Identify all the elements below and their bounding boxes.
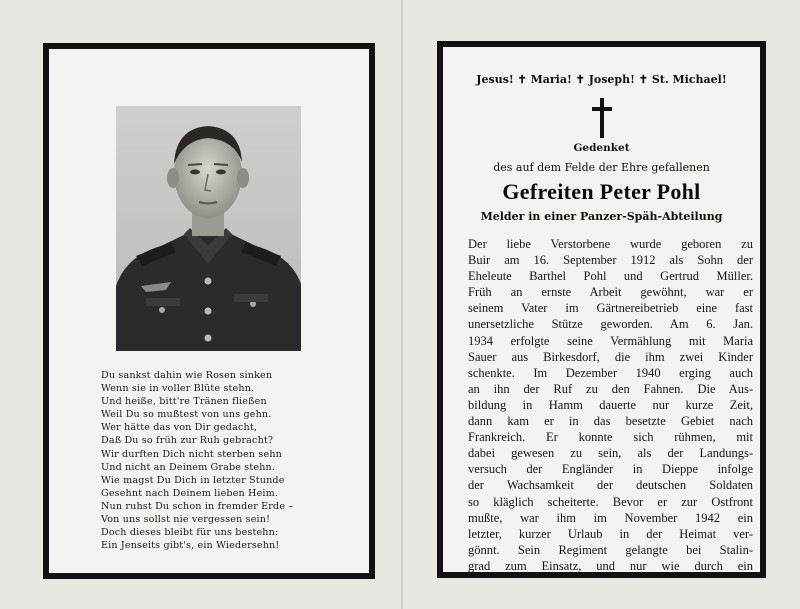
poem-line: Gesehnt nach Deinem lieben Heim.: [101, 487, 279, 499]
bio-line: dann kam er in das besetzte Gebiet nach: [468, 414, 753, 429]
bio-line: bildung in Hamm dauerte nur kurze Zeit,: [468, 397, 753, 412]
biography-text: [468, 236, 753, 574]
bio-line: schenkte. Im Dezember 1940 erging auch: [468, 365, 753, 380]
bio-line: Früh an ernste Arbeit gewöhnt, war er: [468, 285, 753, 300]
poem-line: Wir durften Dich nicht sterben sehn: [101, 448, 282, 460]
poem-line: Und heiße, bitt're Tränen fließen: [101, 396, 267, 408]
bio-line: letzter, kurzer Urlaub in der Heimat ver-: [468, 526, 753, 541]
bio-line: so kläglich scheiterte. Bevor er zur Ostfront: [468, 494, 753, 509]
bio-line: versuch der Engländer in Dieppe infolge: [468, 462, 753, 477]
bio-line: Frankreich. Er konnte sich rühmen, mit: [468, 430, 753, 445]
bio-line: 1934 erfolgte seine Vermählung mit Maria: [468, 333, 753, 348]
intro-line: des auf dem Felde der Ehre gefallenen: [493, 161, 710, 174]
bio-line: mußte, war ihm im November 1942 ein: [468, 510, 753, 525]
poem-line: Ein Jenseits gibt's, ein Wiedersehn!: [101, 540, 280, 552]
gedenket-heading: Gedenket: [573, 142, 630, 154]
bio-line: dabei gewesen zu sein, als der Landungs-: [468, 446, 753, 461]
poem-line: Weil Du so mußtest von uns gehn.: [101, 409, 272, 421]
poem-line: Wie magst Du Dich in letzter Stunde: [101, 474, 285, 486]
bio-line: Der liebe Verstorbene wurde geboren zu: [468, 237, 753, 251]
poem-line: Doch dieses bleibt für uns bestehn:: [101, 527, 279, 539]
latin-cross-icon: [590, 98, 614, 138]
soldier-portrait-image: [116, 106, 301, 351]
poem-line: Daß Du so früh zur Ruh gebracht?: [101, 435, 274, 447]
right-card-panel: [437, 41, 766, 578]
left-card-panel: [43, 43, 375, 579]
military-role: Melder in einer Panzer-Späh-Abteilung: [480, 210, 723, 223]
deceased-name: Gefreiten Peter Pohl: [502, 179, 701, 204]
poem-line: Und nicht an Deinem Grabe stehn.: [101, 461, 276, 473]
poem-line: Wer hätte das von Dir gedacht,: [101, 422, 258, 434]
poem-line: Nun ruhst Du schon in fremder Erde –: [101, 500, 294, 512]
memorial-poem: [101, 369, 351, 552]
bio-line: Sauer aus Birkesdorf, die ihm zwei Kinder: [468, 349, 753, 364]
bio-line: an ihn der Ruf zu den Fahnen. Die Aus-: [468, 381, 753, 396]
bio-line: der Wachsamkeit der deutschen Soldaten: [468, 478, 753, 493]
poem-line: Du sankst dahin wie Rosen sinken: [101, 370, 273, 381]
poem-line: Von uns sollst nie vergessen sein!: [101, 514, 271, 526]
card-fold: [401, 0, 403, 609]
poem-line: Wenn sie in voller Blüte stehn.: [101, 383, 255, 395]
bio-line: unersetzliche Stütze geworden. Am 6. Jan.: [468, 317, 753, 332]
invocation-line: Jesus! ✝ Maria! ✝ Joseph! ✝ St. Michael!: [476, 73, 727, 86]
bio-line: grad zum Einsatz, und nur wie durch ein: [468, 558, 753, 573]
bio-line: seinem Vater im Gärtnereibetrieb eine fast: [468, 301, 753, 316]
bio-line: Eheleute Barthel Pohl und Gertrud Müller.: [468, 269, 753, 284]
bio-line: gönnt. Sein Regiment gelangte bei Stalin-: [468, 542, 753, 557]
portrait-photo: [116, 106, 301, 351]
bio-line: Buir am 16. September 1912 als Sohn der: [468, 253, 753, 268]
